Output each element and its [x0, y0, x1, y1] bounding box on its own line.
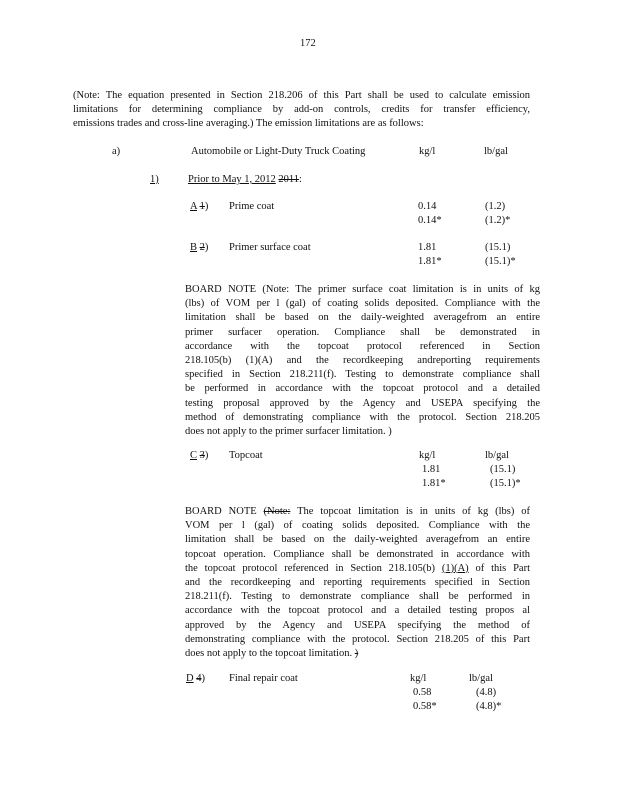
- row-c-old-number: 3: [199, 450, 205, 461]
- row-c-unit-kg: kg/l: [419, 450, 436, 461]
- board-note-2-first-suffix: The topcoat limitation is in units of kg (lbs) of: [290, 506, 531, 517]
- row-b-old-number: 2: [199, 242, 205, 253]
- board-note-line: method of demonstrating compliance with the protocol. Section 218.205: [185, 411, 540, 423]
- item-1-label: 1): [150, 174, 159, 185]
- row-c-paren: ): [204, 450, 209, 461]
- item-1-text: [188, 174, 302, 185]
- board-note-line: primer surfacer operation. Compliance shall be demonstrated in: [185, 326, 540, 338]
- row-a-kg-1: 0.14: [418, 201, 437, 212]
- row-d-unit-kg: kg/l: [410, 673, 427, 684]
- row-d-kg-2: 0.58*: [413, 701, 437, 712]
- board-note-2-struck: (Note:: [263, 506, 291, 517]
- board-note-line: limitation shall be based on the daily-weighted averagefrom an entire: [185, 534, 530, 546]
- unit-kg-header: kg/l: [419, 146, 436, 157]
- row-a-new-letter: A: [190, 201, 198, 212]
- row-b-label: [190, 242, 208, 253]
- board-note-2-line5-underlined: (1)(A): [441, 562, 469, 574]
- board-note-line: topcoat operation. Compliance shall be demonstrated in accordance with: [185, 548, 530, 560]
- row-c-kg-2: 1.81*: [422, 478, 446, 489]
- row-a-name: Prime coat: [229, 201, 275, 212]
- row-c-lb-2: (15.1)*: [490, 478, 521, 489]
- item-1-colon: :: [299, 174, 302, 185]
- board-note-line: [185, 562, 530, 576]
- board-note-primer: [185, 283, 540, 439]
- board-note-line: VOM per l (gal) of coating solids deposited. Compliance with the: [185, 520, 530, 532]
- row-d-old-number: 4: [196, 673, 202, 684]
- board-note-2-prefix: BOARD NOTE: [185, 506, 264, 517]
- row-a-label: [190, 201, 208, 212]
- board-note-line: be performed in accordance with the topcoat protocol and a detailed: [185, 383, 540, 395]
- board-note-line: 218.211(f). Testing to demonstrate compliance shall be performed in: [185, 591, 530, 603]
- board-note-line: [185, 505, 530, 519]
- row-a-kg-2: 0.14*: [418, 215, 442, 226]
- board-note-2-last-text: does not apply to the topcoat limitation.: [185, 648, 355, 660]
- page-number: 172: [300, 38, 316, 49]
- intro-line: emissions trades and cross-line averaging.) The emission limitations are as follows:: [73, 118, 424, 130]
- intro-note: [73, 89, 530, 132]
- row-d-name: Final repair coat: [229, 673, 298, 684]
- board-note-line: demonstrating compliance with the protocol. Section 218.205 of this Part: [185, 633, 530, 645]
- board-note-line: and the recordkeeping and reporting requirements specified in Section: [185, 577, 530, 589]
- row-d-lb-2: (4.8)*: [476, 701, 502, 712]
- row-a-lb-1: (1.2): [485, 201, 506, 212]
- item-1-date: Prior to May 1, 2012: [188, 174, 276, 185]
- board-note-line: approved by the Agency and USEPA specifying the method of: [185, 619, 530, 631]
- board-note-line: does not apply to the primer surfacer limitation. ): [185, 426, 392, 438]
- row-d-lb-1: (4.8): [476, 687, 497, 698]
- board-note-topcoat: [185, 505, 530, 661]
- intro-line: (Note: The equation presented in Section 218.206 of this Part shall be used to calculate emission: [73, 90, 530, 101]
- intro-line: limitations for determining compliance by add-on controls, credits for transfer efficiency,: [73, 104, 530, 116]
- row-d-paren: ): [201, 673, 205, 684]
- board-note-line: BOARD NOTE (Note: The primer surface coat limitation is in units of kg: [185, 284, 540, 295]
- section-a-title: Automobile or Light-Duty Truck Coating: [191, 146, 366, 157]
- row-c-name: Topcoat: [229, 450, 263, 461]
- board-note-line: limitation shall be based on the daily-weighted averagefrom an entire: [185, 312, 540, 324]
- board-note-line: testing proposal approved by the Agency and USEPA specifying the: [185, 397, 540, 409]
- row-b-lb-1: (15.1): [485, 242, 511, 253]
- row-b-paren: ): [204, 242, 209, 253]
- row-b-kg-2: 1.81*: [418, 256, 442, 267]
- row-c-new-letter: C: [190, 450, 198, 461]
- board-note-2-line5-suffix: of this Part: [468, 562, 530, 574]
- board-note-line: [185, 647, 530, 661]
- row-b-name: Primer surface coat: [229, 242, 311, 253]
- board-note-line: accordance with the topcoat protocol referenced in Section: [185, 340, 540, 352]
- unit-lb-header: lb/gal: [484, 146, 508, 157]
- board-note-line: 218.105(b) (1)(A) and the recordkeeping andreporting requirements: [185, 355, 540, 367]
- row-d-label: [186, 673, 205, 684]
- row-b-kg-1: 1.81: [418, 242, 437, 253]
- row-c-label: [190, 450, 208, 461]
- row-a-paren: ): [204, 201, 209, 212]
- row-d-new-letter: D: [186, 673, 194, 684]
- row-a-old-number: 1: [199, 201, 205, 212]
- row-d-kg-1: 0.58: [413, 687, 432, 698]
- board-note-2-line5-prefix: the topcoat protocol referenced in Section 218.105(b): [185, 562, 442, 574]
- row-d-unit-lb: lb/gal: [469, 673, 493, 684]
- item-1-struck-year: 2011: [278, 174, 300, 185]
- row-a-lb-2: (1.2)*: [485, 215, 511, 226]
- board-note-line: (lbs) of VOM per l (gal) of coating solids deposited. Compliance with the: [185, 298, 540, 310]
- row-c-unit-lb: lb/gal: [485, 450, 509, 461]
- section-a-label: a): [112, 146, 121, 157]
- board-note-line: accordance with the topcoat protocol and a detailed testing propos al: [185, 605, 530, 617]
- board-note-line: specified in Section 218.211(f). Testing to demonstrate compliance shall: [185, 369, 540, 381]
- row-c-lb-1: (15.1): [490, 464, 516, 475]
- row-b-lb-2: (15.1)*: [485, 256, 516, 267]
- row-c-kg-1: 1.81: [422, 464, 441, 475]
- row-b-new-letter: B: [190, 242, 198, 253]
- board-note-2-last-struck: ): [354, 648, 359, 660]
